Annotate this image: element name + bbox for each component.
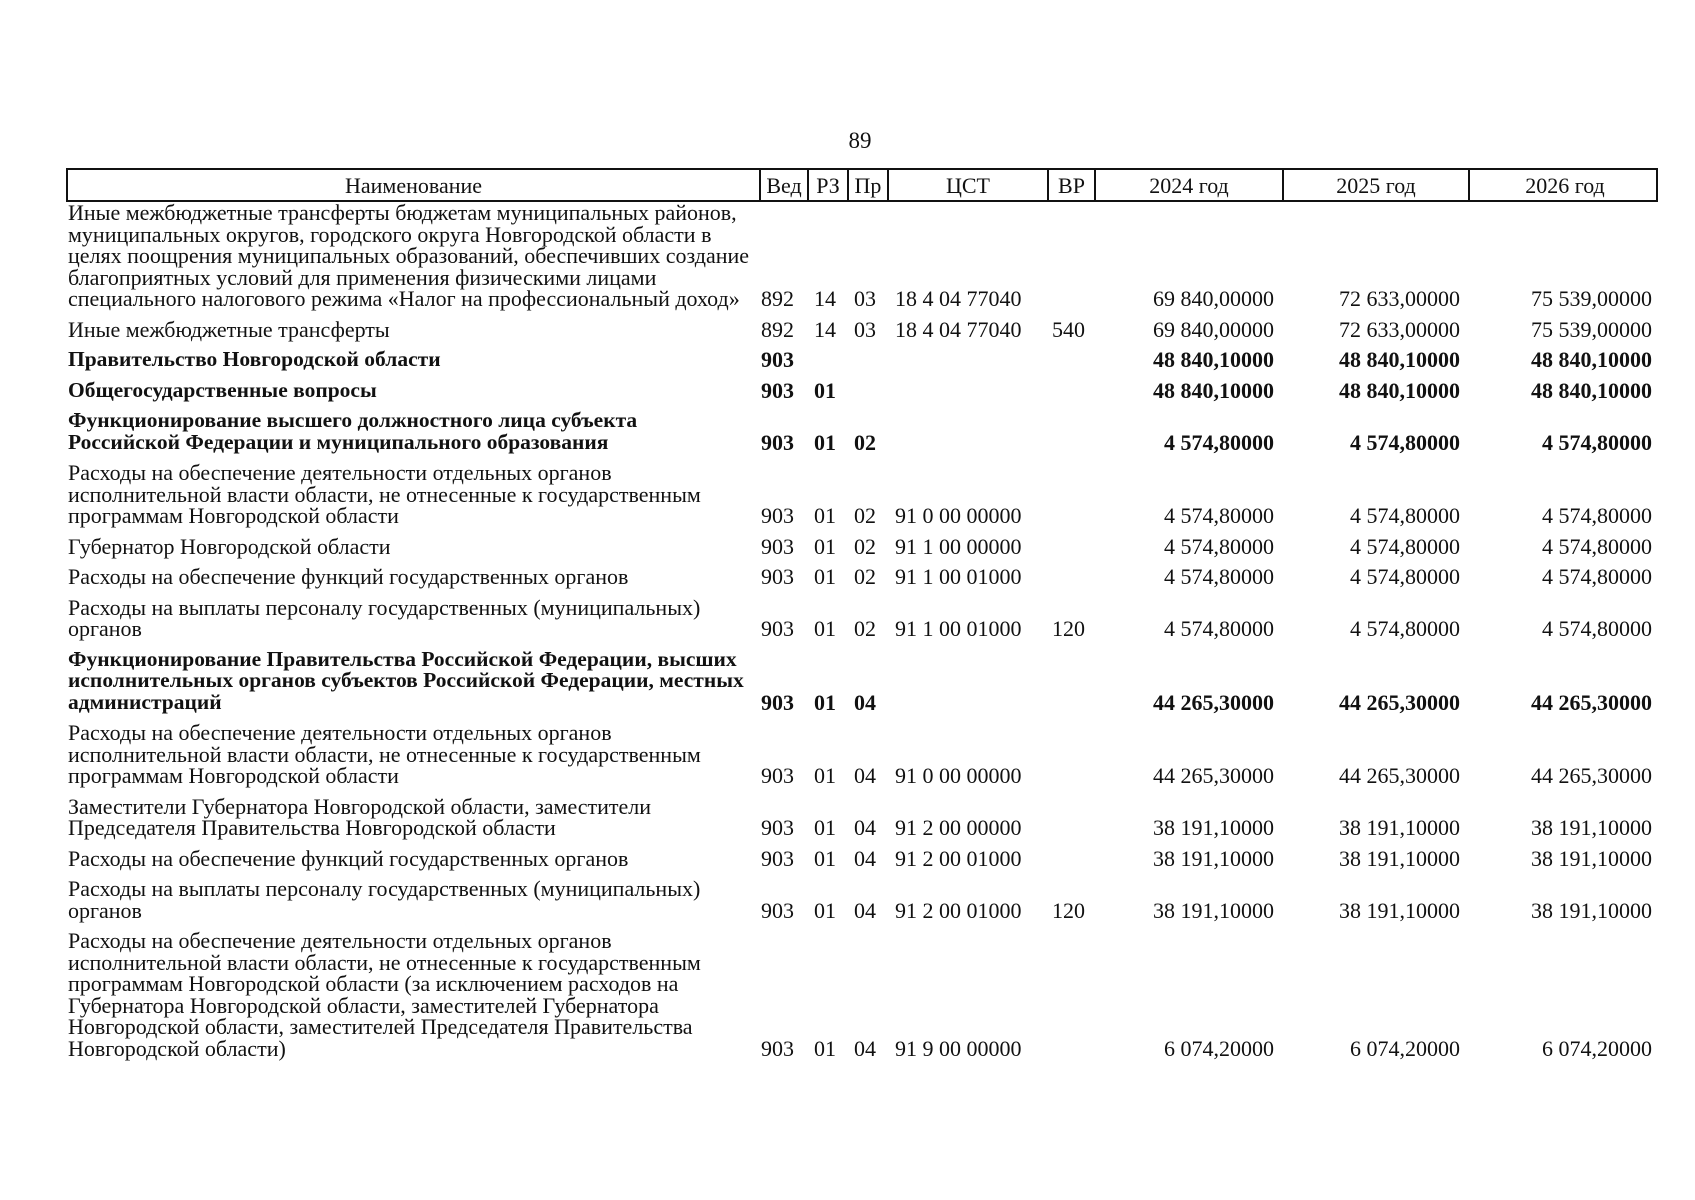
row-2024: 69 840,00000 [1153,316,1274,342]
row-2026: 44 265,30000 [1531,689,1652,715]
row-2025: 72 633,00000 [1339,316,1460,342]
row-2024: 69 840,00000 [1153,286,1274,311]
header-pr: Пр [847,170,887,200]
table-row [66,533,1658,559]
row-rz: 01 [814,616,836,641]
row-name: Заместители Губернатора Новгородской области, заместители Председателя Правительства Новгородской области [68,793,652,840]
row-vr: 540 [1052,316,1085,342]
row-name: Иные межбюджетные трансферты [68,316,390,342]
header-name: Наименование [344,173,483,198]
row-rz: 01 [814,503,836,528]
row-name: Губернатор Новгородской области [68,533,391,559]
table-row [66,722,1658,787]
table-body [66,202,1658,1059]
row-name: Функционирование высшего должностного лица субъекта Российской Федерации и муниципального образования [68,408,638,454]
table-header [66,168,1658,202]
row-2024: 4 574,80000 [1164,616,1274,641]
header-2026: 2026 год [1468,170,1660,200]
row-ved: 892 [761,286,794,311]
row-pr: 02 [854,429,876,455]
row-ved: 903 [761,377,794,403]
row-2024: 4 574,80000 [1164,533,1274,559]
row-pr: 04 [854,689,876,715]
table-row [66,594,1658,641]
row-rz: 01 [814,815,836,840]
row-cst: 91 2 00 01000 [895,897,1022,923]
row-pr: 04 [854,845,876,871]
budget-table [66,168,1658,1068]
row-2024: 4 574,80000 [1164,429,1274,455]
page-number: 89 [848,128,872,153]
row-name: Расходы на обеспечение функций государственных органов [68,564,629,589]
row-2025: 4 574,80000 [1350,429,1460,455]
row-name: Расходы на обеспечение деятельности отдельных органов исполнительной власти области, не отнесенные к государственным программам Новгородской области [68,460,701,528]
row-2026: 4 574,80000 [1542,503,1652,528]
row-ved: 903 [761,763,794,788]
row-name: Правительство Новгородской области [68,347,441,371]
table-row [66,566,1658,588]
row-2024: 38 191,10000 [1153,815,1274,840]
row-ved: 903 [761,429,794,455]
row-2025: 4 574,80000 [1350,533,1460,559]
row-pr: 03 [854,316,876,342]
row-ved: 903 [761,689,794,715]
row-2026: 75 539,00000 [1531,286,1652,311]
row-rz: 01 [814,845,836,871]
row-rz: 01 [814,377,836,403]
row-pr: 02 [854,533,876,559]
row-2024: 38 191,10000 [1153,845,1274,871]
row-ved: 903 [761,897,794,923]
row-cst: 91 0 00 00000 [895,503,1022,528]
row-cst: 91 2 00 00000 [895,815,1022,840]
row-pr: 03 [854,286,876,311]
row-2026: 4 574,80000 [1542,616,1652,641]
row-name: Общегосударственные вопросы [68,377,377,402]
table-row [66,349,1658,371]
row-2026: 4 574,80000 [1542,564,1652,589]
row-ved: 903 [761,564,794,589]
row-2026: 4 574,80000 [1542,533,1652,559]
row-2024: 48 840,10000 [1153,377,1274,403]
table-row [66,410,1658,453]
row-rz: 01 [814,763,836,788]
row-rz: 01 [814,1035,836,1061]
row-2025: 38 191,10000 [1339,897,1460,923]
row-2024: 44 265,30000 [1153,763,1274,788]
row-2026: 38 191,10000 [1531,815,1652,840]
row-2025: 6 074,20000 [1350,1035,1460,1061]
row-2025: 48 840,10000 [1339,347,1460,372]
row-pr: 04 [854,815,876,840]
row-pr: 02 [854,503,876,528]
row-pr: 02 [854,616,876,641]
row-pr: 02 [854,564,876,589]
row-rz: 01 [814,897,836,923]
row-2025: 4 574,80000 [1350,564,1460,589]
table-row [66,793,1658,840]
row-2026: 48 840,10000 [1531,377,1652,403]
row-name: Расходы на выплаты персоналу государственных (муниципальных) органов [68,876,701,923]
row-pr: 04 [854,897,876,923]
row-cst: 91 0 00 00000 [895,763,1022,788]
row-2026: 6 074,20000 [1542,1035,1652,1061]
row-cst: 18 4 04 77040 [895,286,1022,311]
row-vr: 120 [1052,616,1085,641]
row-rz: 01 [814,564,836,589]
row-2024: 38 191,10000 [1153,897,1274,923]
header-rz: РЗ [807,170,847,200]
row-ved: 903 [761,845,794,871]
row-2025: 4 574,80000 [1350,616,1460,641]
row-rz: 01 [814,429,836,455]
header-vr: ВР [1047,170,1094,200]
row-2025: 44 265,30000 [1339,689,1460,715]
row-name: Расходы на обеспечение деятельности отдельных органов исполнительной власти области, не отнесенные к государственным программам Новгородской области [68,720,701,788]
table-row [66,202,1658,310]
row-2024: 48 840,10000 [1153,347,1274,372]
row-2026: 48 840,10000 [1531,347,1652,372]
row-2026: 44 265,30000 [1531,763,1652,788]
row-2025: 72 633,00000 [1339,286,1460,311]
row-2024: 44 265,30000 [1153,689,1274,715]
row-name: Функционирование Правительства Российской Федерации, высших исполнительных органов субъектов Российской Федерации, местных администраций [68,646,744,714]
row-rz: 01 [814,689,836,715]
header-2024: 2024 год [1094,170,1282,200]
table-row [66,845,1658,871]
row-2025: 38 191,10000 [1339,815,1460,840]
row-ved: 903 [761,533,794,559]
row-ved: 903 [761,503,794,528]
row-name: Иные межбюджетные трансферты бюджетам муниципальных районов, муниципальных округов, городского округа Новгородской области в целях поощрения муниципальных образований, обеспечивших создание благоприятных условий для применения физическими лицами специального налогового режима «Налог на профессиональный доход» [68,200,750,311]
row-pr: 04 [854,1035,876,1061]
row-ved: 903 [761,347,794,372]
table-row [66,930,1658,1059]
row-ved: 892 [761,316,794,342]
row-pr: 04 [854,763,876,788]
row-ved: 903 [761,616,794,641]
row-name: Расходы на обеспечение функций государственных органов [68,845,629,871]
table-row [66,377,1658,403]
row-cst: 91 1 00 01000 [895,564,1022,589]
row-2026: 4 574,80000 [1542,429,1652,455]
row-cst: 91 9 00 00000 [895,1035,1022,1061]
table-row [66,462,1658,527]
row-cst: 18 4 04 77040 [895,316,1022,342]
row-name: Расходы на обеспечение деятельности отдельных органов исполнительной власти области, не отнесенные к государственным программам Новгородской области (за исключением расходов на Губернатора Новгородской области, заместителей Губернатора Новгородской области, заместителей Председателя Правительства Новгородской области) [68,928,701,1061]
table-row [66,646,1658,715]
row-2024: 4 574,80000 [1164,503,1274,528]
row-cst: 91 1 00 00000 [895,533,1022,559]
table-row [66,878,1658,921]
row-2024: 6 074,20000 [1164,1035,1274,1061]
row-rz: 14 [814,316,836,342]
header-cst: ЦСТ [887,170,1047,200]
header-ved: Вед [759,170,807,200]
row-2025: 4 574,80000 [1350,503,1460,528]
row-vr: 120 [1052,897,1085,923]
row-ved: 903 [761,815,794,840]
row-2024: 4 574,80000 [1164,564,1274,589]
row-2025: 38 191,10000 [1339,845,1460,871]
row-cst: 91 2 00 01000 [895,845,1022,871]
row-ved: 903 [761,1035,794,1061]
row-2025: 44 265,30000 [1339,763,1460,788]
row-2026: 38 191,10000 [1531,845,1652,871]
row-rz: 01 [814,533,836,559]
row-rz: 14 [814,286,836,311]
header-2025: 2025 год [1282,170,1468,200]
row-2026: 75 539,00000 [1531,316,1652,342]
row-name: Расходы на выплаты персоналу государственных (муниципальных) органов [68,594,701,641]
table-row [66,316,1658,342]
row-cst: 91 1 00 01000 [895,616,1022,641]
row-2025: 48 840,10000 [1339,377,1460,403]
row-2026: 38 191,10000 [1531,897,1652,923]
